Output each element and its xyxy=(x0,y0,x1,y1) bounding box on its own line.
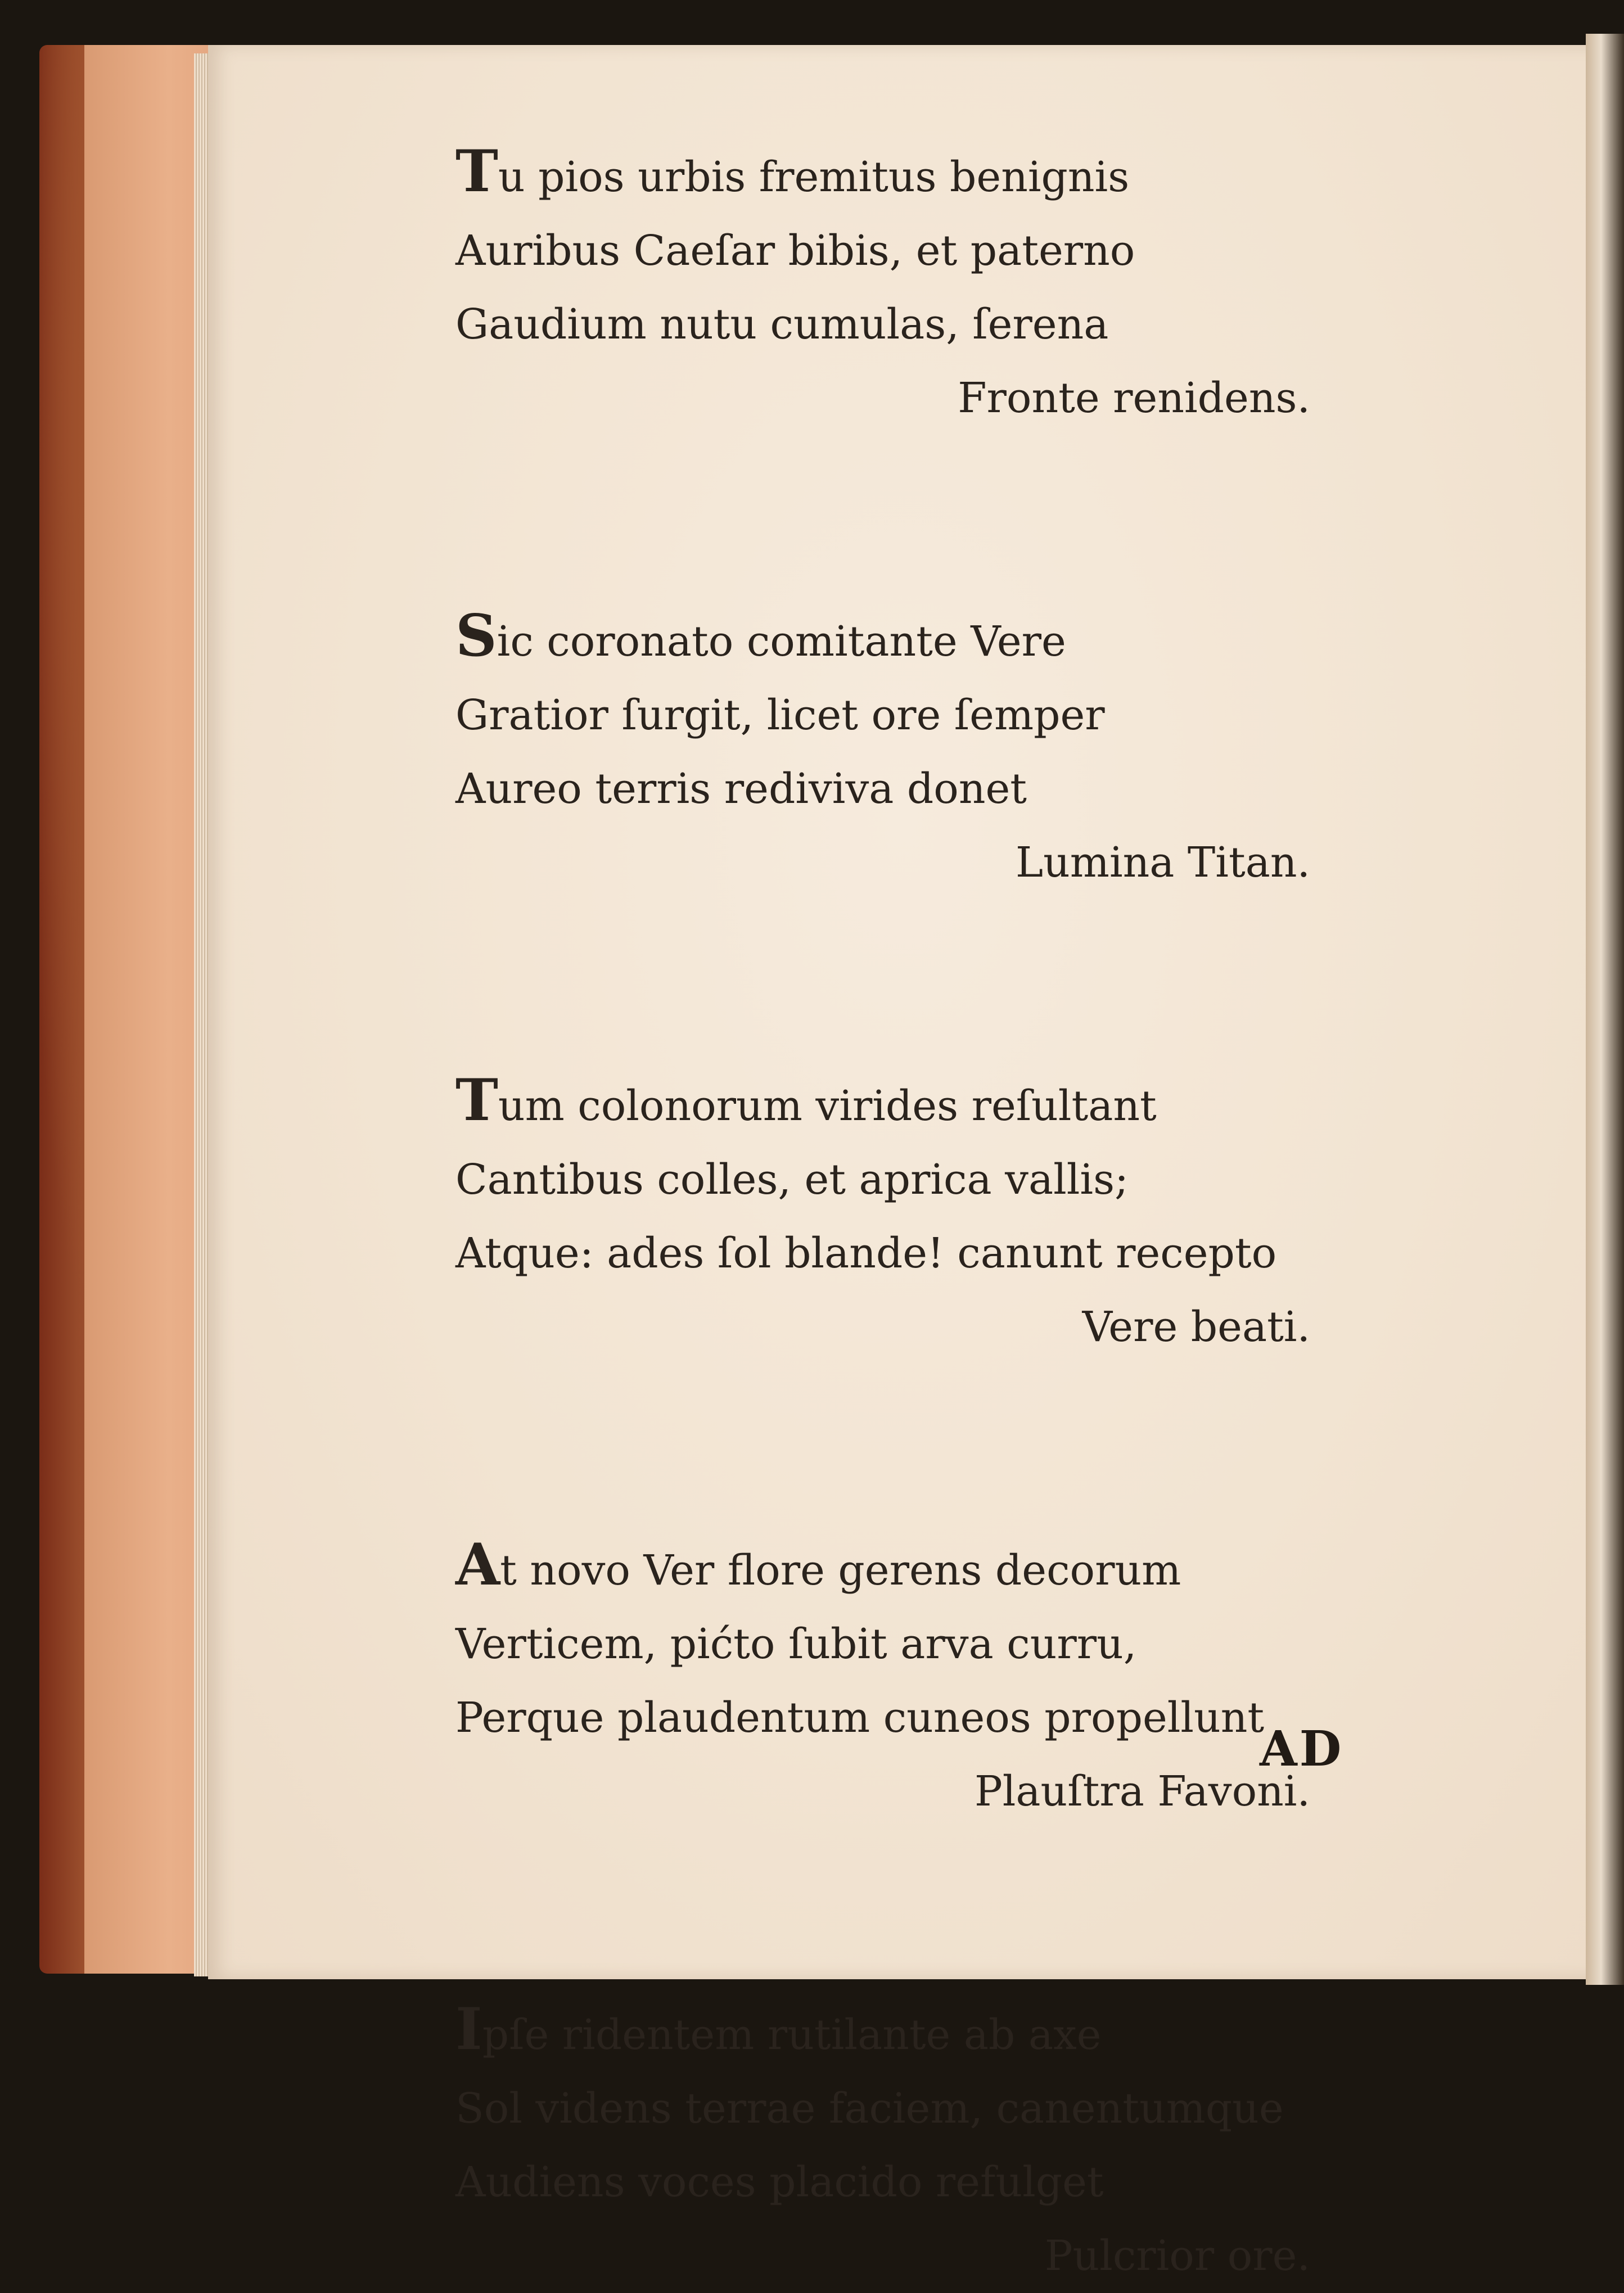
verse-text: u pios urbis fremitus benignis xyxy=(498,153,1130,201)
facing-page-edge xyxy=(1586,34,1624,1985)
verse-line xyxy=(455,138,1355,214)
verse-line: Gaudium nutu cumulas, ſerena xyxy=(455,300,1109,349)
drop-cap: A xyxy=(455,1531,500,1599)
stanza-5 xyxy=(455,1998,1355,2293)
stanza-3 xyxy=(455,1069,1355,1364)
verse-line: Perque plaudentum cuneos propellunt xyxy=(455,1694,1265,1742)
verse-line: Cantibus colles, et aprica vallis; xyxy=(455,1155,1129,1204)
verse-line-short: Fronte renidens. xyxy=(958,374,1310,422)
stanza-1 xyxy=(455,138,1355,435)
verse-line: Verticem, pićto ſubit arva curru, xyxy=(455,1620,1137,1668)
drop-cap: I xyxy=(455,1996,482,2063)
drop-cap: S xyxy=(455,602,497,670)
verse-line-short: Plauſtra Favoni. xyxy=(974,1767,1310,1816)
verse-line xyxy=(455,602,1355,679)
drop-cap: T xyxy=(455,138,498,205)
verse-text: pſe ridentem rutilante ab axe xyxy=(482,2011,1102,2059)
verse-text: um colonorum virides reſultant xyxy=(498,1082,1157,1130)
verse-line: Audiens voces placido refulget xyxy=(455,2158,1104,2206)
verse-line xyxy=(455,1531,1355,1608)
verse-line-short: Vere beati. xyxy=(1082,1303,1310,1351)
drop-cap: T xyxy=(455,1067,498,1134)
verse-line-short: Lumina Titan. xyxy=(1016,838,1310,887)
stanza-2 xyxy=(455,602,1355,900)
poem-text xyxy=(455,138,1355,2293)
catchword: AD xyxy=(1260,1721,1344,1777)
verse-line: Atque: ades ſol blande! canunt recepto xyxy=(455,1229,1277,1278)
stanza-4 xyxy=(455,1531,1355,1829)
verse-text: ic coronato comitante Vere xyxy=(497,617,1066,666)
verse-line: Aureo terris rediviva donet xyxy=(455,765,1027,813)
verse-line-short: Pulcrior ore. xyxy=(1044,2232,1310,2280)
verse-line xyxy=(455,1069,1355,1143)
verse-line: Sol videns terrae faciem, canentumque xyxy=(455,2084,1284,2133)
verse-line xyxy=(455,1998,1355,2072)
verse-text: t novo Ver flore gerens decorum xyxy=(500,1546,1181,1595)
verse-line: Auribus Caeſar bibis, et paterno xyxy=(455,227,1135,275)
verse-line: Gratior ſurgit, licet ore ſemper xyxy=(455,691,1105,739)
